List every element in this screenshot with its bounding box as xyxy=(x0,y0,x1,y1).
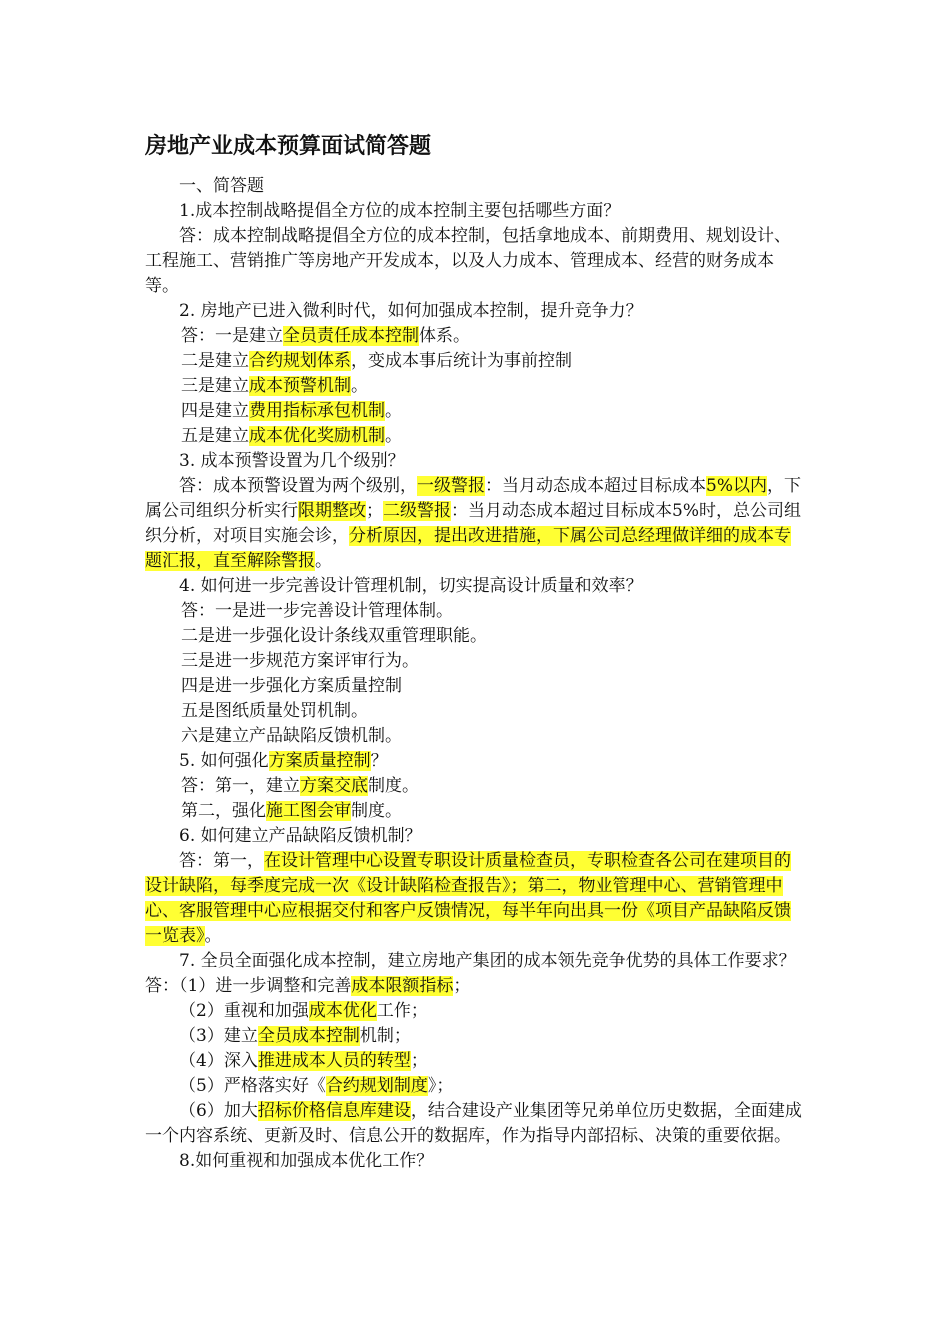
text: （2）重视和加强 xyxy=(179,1001,309,1021)
text: 》； xyxy=(427,1076,454,1096)
answer-7-line-6 xyxy=(145,1099,805,1149)
question-1: 1.成本控制战略提倡全方位的成本控制主要包括哪些方面？ xyxy=(179,201,621,221)
question-5 xyxy=(145,749,805,774)
highlight: 一级警报 xyxy=(417,476,485,496)
answer-7-line-5 xyxy=(145,1074,805,1099)
text: 答：成本预警设置为两个级别， xyxy=(179,476,417,496)
answer-4-line-1: 答：一是进一步完善设计管理体制。 xyxy=(181,601,453,621)
text: 制度。 xyxy=(368,776,419,796)
document-page xyxy=(145,132,805,1174)
highlight: 招标价格信息库建设 xyxy=(257,1101,411,1121)
page-title: 房地产业成本预算面试简答题 xyxy=(145,134,432,159)
highlight: 合约规划制度 xyxy=(325,1076,428,1096)
highlight: 合约规划体系 xyxy=(249,351,351,371)
text: ； xyxy=(366,501,383,521)
text: 五是建立 xyxy=(181,426,249,446)
answer-4-line-4: 四是进一步强化方案质量控制 xyxy=(181,676,402,696)
answer-2-line-3 xyxy=(145,374,805,399)
text: 7. 全员全面强化成本控制，建立房地产集团的成本领先竞争优势的具体工作要求？ 答：（1）进一步调整和完善 xyxy=(145,951,796,996)
text: 制度。 xyxy=(351,801,402,821)
answer-3 xyxy=(145,474,805,574)
question-3: 3. 成本预警设置为几个级别？ xyxy=(179,451,405,471)
text: （3）建立 xyxy=(179,1026,258,1046)
answer-7-line-2 xyxy=(145,999,805,1024)
text: （5）严格落实好《 xyxy=(179,1076,326,1096)
answer-2-line-5 xyxy=(145,424,805,449)
highlight: 方案交底 xyxy=(300,776,368,796)
question-4: 4. 如何进一步完善设计管理机制，切实提高设计质量和效率？ xyxy=(179,576,643,596)
text: 答：第一， xyxy=(179,851,264,871)
text: ，变成本事后统计为事前控制 xyxy=(351,351,572,371)
answer-4-line-2: 二是进一步强化设计条线双重管理职能。 xyxy=(181,626,487,646)
text: 四是建立 xyxy=(181,401,249,421)
text: 工作； xyxy=(376,1001,428,1021)
answer-2-line-1 xyxy=(145,324,805,349)
text: ：当月动态成本超过目标成本 xyxy=(485,476,706,496)
text: 。 xyxy=(351,376,368,396)
question-6: 6. 如何建立产品缺陷反馈机制？ xyxy=(179,826,422,846)
text: 。 xyxy=(315,551,332,571)
answer-5-line-1 xyxy=(145,774,805,799)
answer-1: 答：成本控制战略提倡全方位的成本控制，包括拿地成本、前期费用、规划设计、工程施工、营销推广等房地产开发成本，以及人力成本、管理成本、经营的财务成本等。 xyxy=(145,226,791,296)
text: 机制； xyxy=(359,1026,411,1046)
highlight: 5%以内 xyxy=(706,476,767,496)
section-heading: 一、简答题 xyxy=(179,176,264,196)
text: ，结合建设产业集团等兄弟单位历史数据，全面建成一个内容系统、更新及时、信息公开的数据库，作为指导内部招标、决策的重要依据。 xyxy=(145,1101,802,1146)
answer-7-line-4 xyxy=(145,1049,805,1074)
answer-5-line-2 xyxy=(145,799,805,824)
text: ？ xyxy=(370,751,388,771)
text: ，下属公司组织分析实行 xyxy=(145,476,801,521)
text: ：当月动态成本超过目标成本5%时，总公司组织分析，对项目实施会诊， xyxy=(145,501,801,546)
answer-2-line-2 xyxy=(145,349,805,374)
text: 。 xyxy=(385,401,402,421)
text: ； xyxy=(410,1051,428,1071)
text: 。 xyxy=(385,426,402,446)
highlight: 全员责任成本控制 xyxy=(283,326,419,346)
answer-4-line-3: 三是进一步规范方案评审行为。 xyxy=(181,651,419,671)
highlight: 费用指标承包机制 xyxy=(249,401,385,421)
answer-4-line-6: 六是建立产品缺陷反馈机制。 xyxy=(181,726,402,746)
highlight: 分析原因，提出改进措施，下属公司总经理做详细的成本专题汇报，直至解除警报 xyxy=(145,526,791,571)
highlight: 二级警报 xyxy=(383,501,451,521)
highlight: 方案质量控制 xyxy=(268,751,371,771)
text: ； xyxy=(453,976,471,996)
text: 答：第一，建立 xyxy=(181,776,300,796)
highlight: 推进成本人员的转型 xyxy=(257,1051,411,1071)
highlight: 成本优化奖励机制 xyxy=(249,426,385,446)
text: 。 xyxy=(204,926,222,946)
highlight: 在设计管理中心设置专职设计质量检查员，专职检查各公司在建项目的设计缺陷，每季度完成一次《设计缺陷检查报告》；第二，物业管理中心、营销管理中心、客服管理中心应根据交付和客户反馈情况，每半年向出具一份《项目产品缺陷反馈一览表》 xyxy=(145,851,791,946)
answer-4-line-5: 五是图纸质量处罚机制。 xyxy=(181,701,368,721)
text: 答：一是建立 xyxy=(181,326,283,346)
text: 第二，强化 xyxy=(181,801,266,821)
answer-7-line-3 xyxy=(145,1024,805,1049)
highlight: 限期整改 xyxy=(298,501,366,521)
text: 5. 如何强化 xyxy=(179,751,269,771)
answer-2-line-4 xyxy=(145,399,805,424)
highlight: 成本预警机制 xyxy=(249,376,351,396)
text: 体系。 xyxy=(419,326,470,346)
text: 二是建立 xyxy=(181,351,249,371)
question-8: 8.如何重视和加强成本优化工作？ xyxy=(179,1151,434,1171)
highlight: 成本优化 xyxy=(308,1001,377,1021)
highlight: 全员成本控制 xyxy=(257,1026,360,1046)
highlight: 施工图会审 xyxy=(266,801,351,821)
highlight: 成本限额指标 xyxy=(351,976,454,996)
text: （6）加大 xyxy=(179,1101,258,1121)
question-2: 2. 房地产已进入微利时代，如何加强成本控制，提升竞争力？ xyxy=(179,301,643,321)
text: （4）深入 xyxy=(179,1051,258,1071)
answer-6 xyxy=(145,849,805,949)
question-7 xyxy=(145,949,805,999)
text: 三是建立 xyxy=(181,376,249,396)
